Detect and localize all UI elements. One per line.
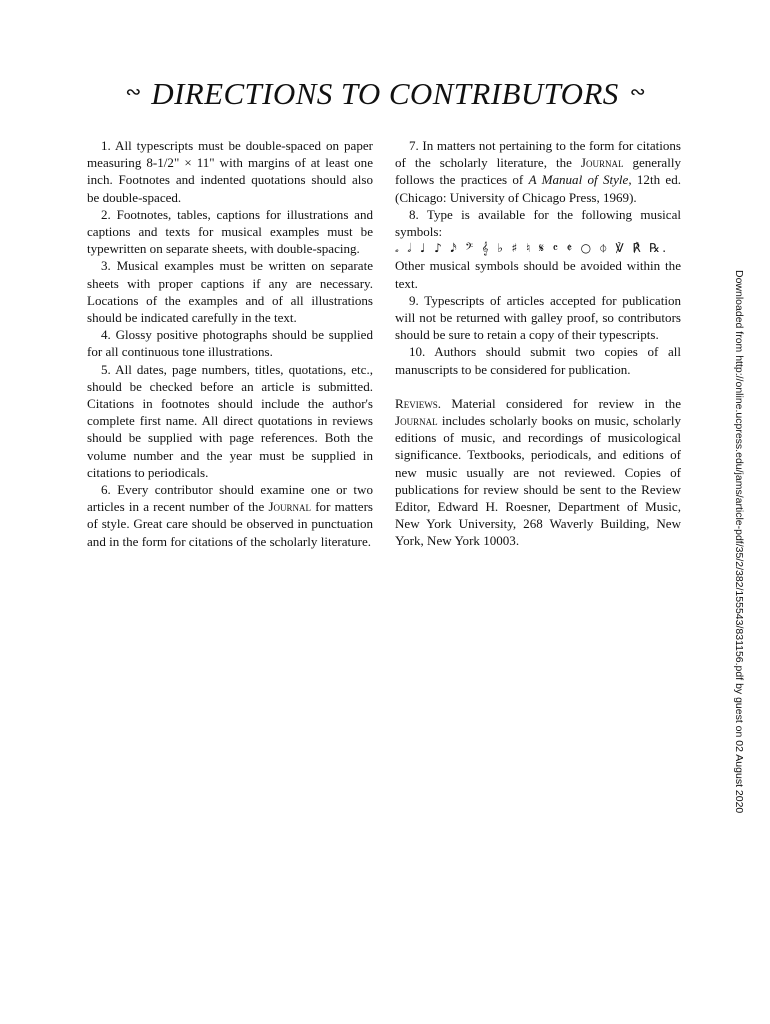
direction-item-8: 8. Type is available for the following musical symbols: 𝅗 𝅗𝅥 ♩ ♪ 𝅘𝅥𝅯 𝄢 𝄞 ♭ ♯ ♮ 𝄋 𝄴 𝄵 ○ ⏀ ℣ ℟ ℞. Other musical symbols should be avoided within the text.: [395, 206, 681, 291]
journal-name: Journal: [580, 155, 624, 171]
direction-item-10: 10. Authors should submit two copies of all manuscripts to be considered for publication.: [395, 344, 681, 377]
direction-item-9: 9. Typescripts of articles accepted for publication will not be returned with galley proof, so contributors should be sure to retain a copy of their typescripts.: [395, 292, 681, 343]
direction-item-7: 7. In matters not pertaining to the form for citations of the scholarly literature, the Journal generally follows the practices of A Manual of Style, 12th ed. (Chicago: University of Chicago Press, 1969).: [395, 138, 682, 205]
ornament-left-icon: ∾: [125, 81, 141, 104]
download-watermark: Downloaded from http://online.ucpress.edu/jams/article-pdf/35/2/382/155543/831156.pdf by guest on 02 August 2020: [733, 270, 745, 814]
page-title: DIRECTIONS TO CONTRIBUTORS: [151, 76, 619, 111]
right-column: [395, 137, 681, 550]
musical-symbols: 𝅗 𝅗𝅥 ♩ ♪ 𝅘𝅥𝅯 𝄢 𝄞 ♭ ♯ ♮ 𝄋 𝄴 𝄵 ○ ⏀ ℣ ℟ ℞.: [395, 241, 669, 256]
journal-name: Journal: [395, 413, 438, 429]
page-header: [0, 76, 770, 112]
left-column: [87, 137, 373, 550]
direction-item-6: 6. Every contributor should examine one or two articles in a recent number of the Journal for matters of style. Great care should be observed in punctuation and in the form for citations of the scholarly literature.: [87, 482, 374, 549]
book-title: A Manual of Style: [528, 172, 629, 188]
reviews-paragraph: Reviews. Material considered for review in the Journal includes scholarly books on music, scholarly editions of music, and recordings of musicological significance. Textbooks, periodicals, and editions of new music usually are not reviewed. Copies of publications for review should be sent to the Review Editor, Edward H. Roesner, Department of Music, New York University, 268 Waverly Building, New York, New York 10003.: [395, 395, 681, 549]
journal-name: Journal: [268, 499, 312, 515]
direction-item-4: 4. Glossy positive photographs should be supplied for all continuous tone illustrations.: [87, 327, 373, 360]
direction-item-3: 3. Musical examples must be written on separate sheets with proper captions if any are necessary. Locations of the examples and of all illustrations should be indicated carefully in the text.: [87, 258, 373, 326]
direction-item-5: 5. All dates, page numbers, titles, quotations, etc., should be checked before an article is submitted. Citations in footnotes should include the author's complete first name. All direct quotations in reviews should be supplied with page references. Both the volume number and the year must be supplied in citations to periodicals.: [87, 361, 373, 480]
direction-item-1: 1. All typescripts must be double-spaced on paper measuring 8-1/2" × 11" with margins of at least one inch. Footnotes and indented quotations should also be double-spaced.: [87, 138, 373, 205]
ornament-right-icon: ∾: [629, 81, 645, 104]
reviews-label: Reviews: [395, 395, 438, 411]
direction-item-2: 2. Footnotes, tables, captions for illustrations and captions and texts for musical examples must be typewritten on separate sheets, with double-spacing.: [87, 206, 374, 257]
